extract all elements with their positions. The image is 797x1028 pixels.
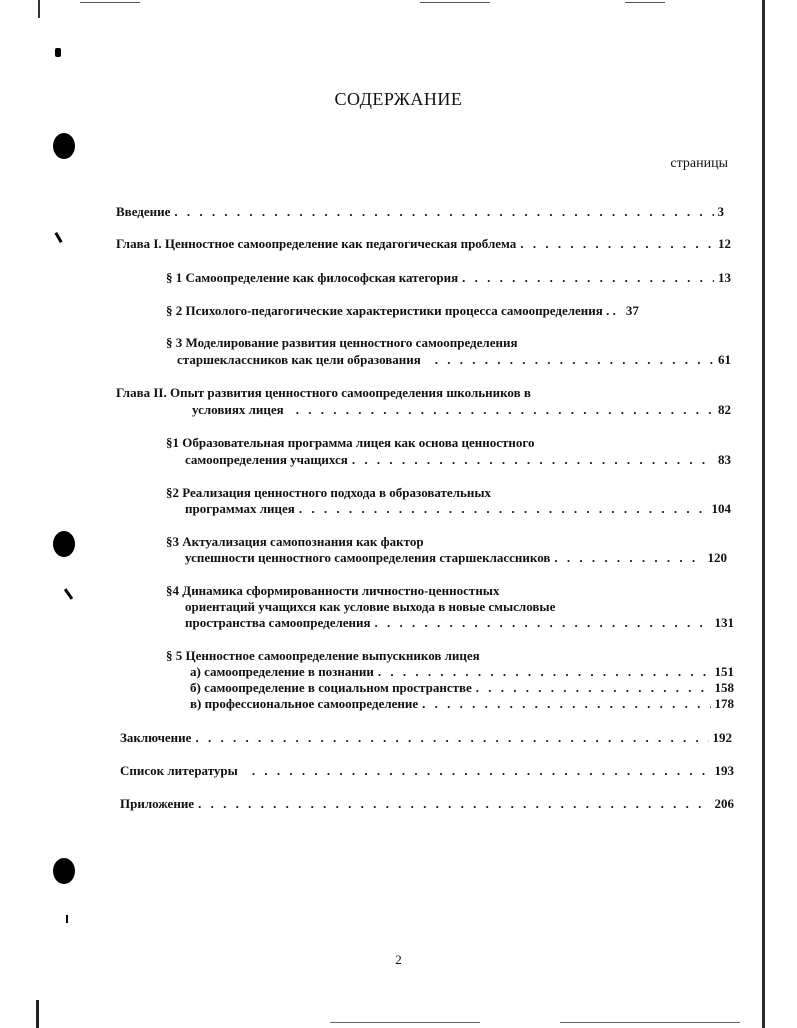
toc-page-number: 131: [714, 615, 734, 630]
toc-page-number: 82: [718, 402, 731, 417]
toc-entry-section-2-5-c[interactable]: в) профессиональное самоопределение . . . 178: [190, 696, 734, 712]
toc-entry-literature[interactable]: Список литературы . . . 193: [120, 763, 734, 779]
page-title: СОДЕРЖАНИЕ: [334, 89, 463, 109]
page-number: 2: [395, 952, 402, 967]
toc-entry-chapter-1[interactable]: Глава I. Ценностное самоопределение как педагогическая проблема . . . 12: [116, 236, 731, 252]
toc-entry-section-2-5-b[interactable]: б) самоопределение в социальном пространстве . . . 158: [190, 680, 734, 696]
toc-page-number: 37: [625, 303, 639, 318]
toc-entry-section-1-1[interactable]: § 1 Самоопределение как философская категория . . . 13: [166, 270, 731, 286]
toc-entry-section-2-3[interactable]: успешности ценностного самоопределения старшеклассников . . . 120: [185, 550, 727, 566]
toc-entry-section-2-1[interactable]: самоопределения учащихся . . . 83: [185, 452, 731, 468]
toc-page-number: 158: [714, 680, 734, 695]
toc-entry-section-2-2-line1: §2 Реализация ценностного подхода в образовательных: [166, 485, 492, 500]
toc-page-number: 104: [711, 501, 731, 516]
toc-page-number: 61: [718, 352, 731, 367]
toc-page-number: 206: [714, 796, 734, 811]
toc-entry-section-2-4-line2: ориентаций учащихся как условие выхода в новые смысловые: [185, 599, 556, 614]
toc-entry-section-1-2[interactable]: § 2 Психолого-педагогические характеристики процесса самоопределения . . 37: [166, 303, 639, 318]
toc-entry-appendix[interactable]: Приложение . . . 206: [120, 796, 734, 812]
toc-page-number: 192: [712, 730, 732, 745]
toc-page-number: 13: [718, 270, 731, 285]
toc-page-number: 3: [717, 204, 724, 219]
toc-entry-section-1-3[interactable]: старшеклассников как цели образования . . . 61: [177, 352, 731, 368]
toc-entry-section-2-5-a[interactable]: а) самоопределение в познании . . . 151: [190, 664, 734, 680]
toc-page-number: 178: [714, 696, 734, 711]
toc-entry-section-2-1-line1: §1 Образовательная программа лицея как основа ценностного: [166, 435, 535, 450]
toc-entry-section-2-2[interactable]: программах лицея . . . 104: [185, 501, 731, 517]
pages-column-header: страницы: [670, 156, 728, 171]
toc-entry-section-2-4[interactable]: пространства самоопределения . . . 131: [185, 615, 734, 631]
toc-entry-conclusion[interactable]: Заключение . . . 192: [120, 730, 732, 746]
toc-entry-section-2-4-line1: §4 Динамика сформированности личностно-ценностных: [166, 583, 500, 598]
toc-page-number: 83: [718, 452, 731, 467]
toc-entry-section-1-3-line1: § 3 Моделирование развития ценностного самоопределения: [166, 335, 518, 350]
toc-page-number: 12: [718, 236, 731, 251]
toc-entry-section-2-5-line1: § 5 Ценностное самоопределение выпускников лицея: [166, 648, 480, 663]
toc-entry-section-2-3-line1: §3 Актуализация самопознания как фактор: [166, 534, 424, 549]
toc-page-number: 151: [714, 664, 734, 679]
toc-entry-introduction[interactable]: Введение . . . 3: [116, 204, 724, 220]
toc-entry-chapter-2-line1: Глава II. Опыт развития ценностного самоопределения школьников в: [116, 385, 531, 400]
toc-page-number: 120: [707, 550, 727, 565]
toc-page-number: 193: [714, 763, 734, 778]
toc-entry-chapter-2[interactable]: условиях лицея . . . 82: [192, 402, 731, 418]
